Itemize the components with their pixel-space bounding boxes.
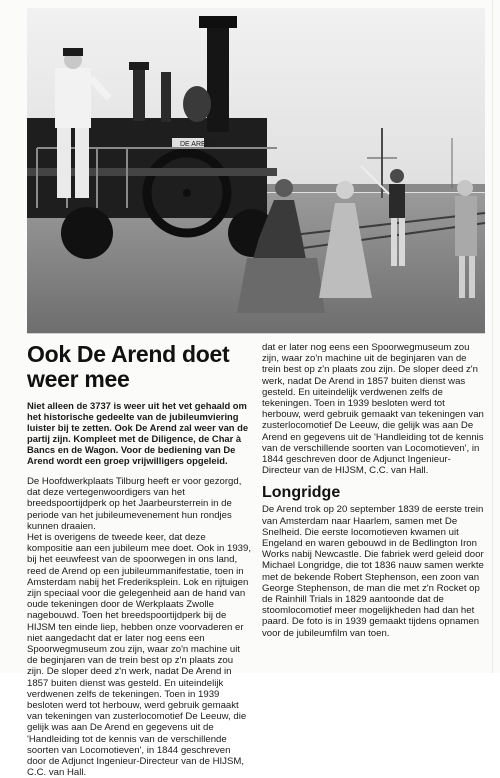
subheading-longridge: Longridge bbox=[262, 484, 341, 502]
photo-separator bbox=[27, 333, 485, 334]
paragraph-1: De Hoofdwerkplaats Tilburg heeft er voor gezorgd, dat deze vertegenwoordigers van het breedspoortijdperk op het Jaarbeursterrein in de periode van het jubileumevenement hun rondjes kunnen draaien. bbox=[27, 476, 242, 532]
locomotive-photo bbox=[27, 8, 485, 333]
paragraph-2-continued: dat er later nog eens een Spoorwegmuseum zou zijn, waar zo'n machine uit de beginjaren van de trein best op z'n plaats zou zijn. De sloper deed z'n werk, nadat De Arend in 1857 buiten dienst was gesteld. En uiteindelijk verdwenen zelfs de tekeningen. Toen in 1939 besloten werd tot herbouw, werd gebruik gemaakt van tekeningen van zusterlocomotief De Leeuw, die gelijk was aan De Arend en gegevens uit de 'Handleiding tot de kennis van de verschillende soorten van Locomotieven', in 1844 geschreven door de Adjunct Ingenieur-Directeur van de HIJSM, C.C. van Hall. bbox=[262, 342, 484, 477]
nameplate-text: DE AREND bbox=[180, 141, 216, 148]
paragraph-2: Het is overigens de tweede keer, dat deze kompositie aan een jubileum mee doet. Ook in 1939, bij het eeuwfeest van de spoorwegen in ons land, reed de Arend op een jubileummanifestatie, toen in Amsterdam nabij het Frederiksplein. Lok en rijtuigen zijn speciaal voor die gelegenheid aan de hand van oude tekeningen door de Werkplaats Zwolle nagebouwd. Toen het breedspoortijdperk bij de HIJSM ten einde liep, hebben onze voorvaderen er niet aangedacht dat er later nog eens een Spoorwegmuseum zou zijn, waar zo'n machine uit de beginjaren van de trein best op z'n plaats zou zijn. De sloper deed z'n werk, nadat De Arend in 1857 buiten dienst was gesteld. En uiteindelijk verdwenen zelfs de tekeningen. Toen in 1939 besloten werd tot herbouw, werd gebruik gemaakt van tekeningen van zusterlocomotief De Leeuw, die gelijk was aan De Arend en gegevens uit de 'Handleiding tot de kennis van de verschillende soorten van Locomotieven', in 1844 geschreven door de Adjunct Ingenieur-Directeur van de HIJSM, C.C. van Hall. bbox=[27, 532, 251, 778]
paragraph-3: De Arend trok op 20 september 1839 de eerste trein van Amsterdam naar Haarlem, samen met De Snelheid. Die eerste locomotieven kwamen uit Engeland en waren gebouwd in de Bedlington Iron Works nabij Newcastle. Die fabriek werd geleid door Michael Longridge, die tot 1836 nauw samen werkte met de bekende Robert Stephenson, een zoon van George Stephenson, de man die met z'n Rocket op de Rainhill Trials in 1829 aantoonde dat de stoomlocomotief meer mogelijkheden had dan het paard. De foto is in 1939 gemaakt tijdens opnamen voor de jubileumfilm van toen. bbox=[262, 504, 484, 639]
left-column bbox=[27, 341, 251, 778]
article-lead: Niet alleen de 3737 is weer uit het vet gehaald om het historische gedeelte van de jubileumviering luister bij te zetten. Ook De Arend zal weer van de partij zijn. Kompleet met de Diligence, de Char à Bancs en de Wagon. Voor de bediening van De Arend wordt een groep vrijwilligers opgeleid. bbox=[27, 400, 249, 466]
paper-fold-line bbox=[492, 0, 493, 673]
right-column bbox=[262, 342, 486, 670]
article-title: Ook De Arend doet weer mee bbox=[27, 341, 230, 392]
photo-illustration bbox=[27, 8, 485, 333]
